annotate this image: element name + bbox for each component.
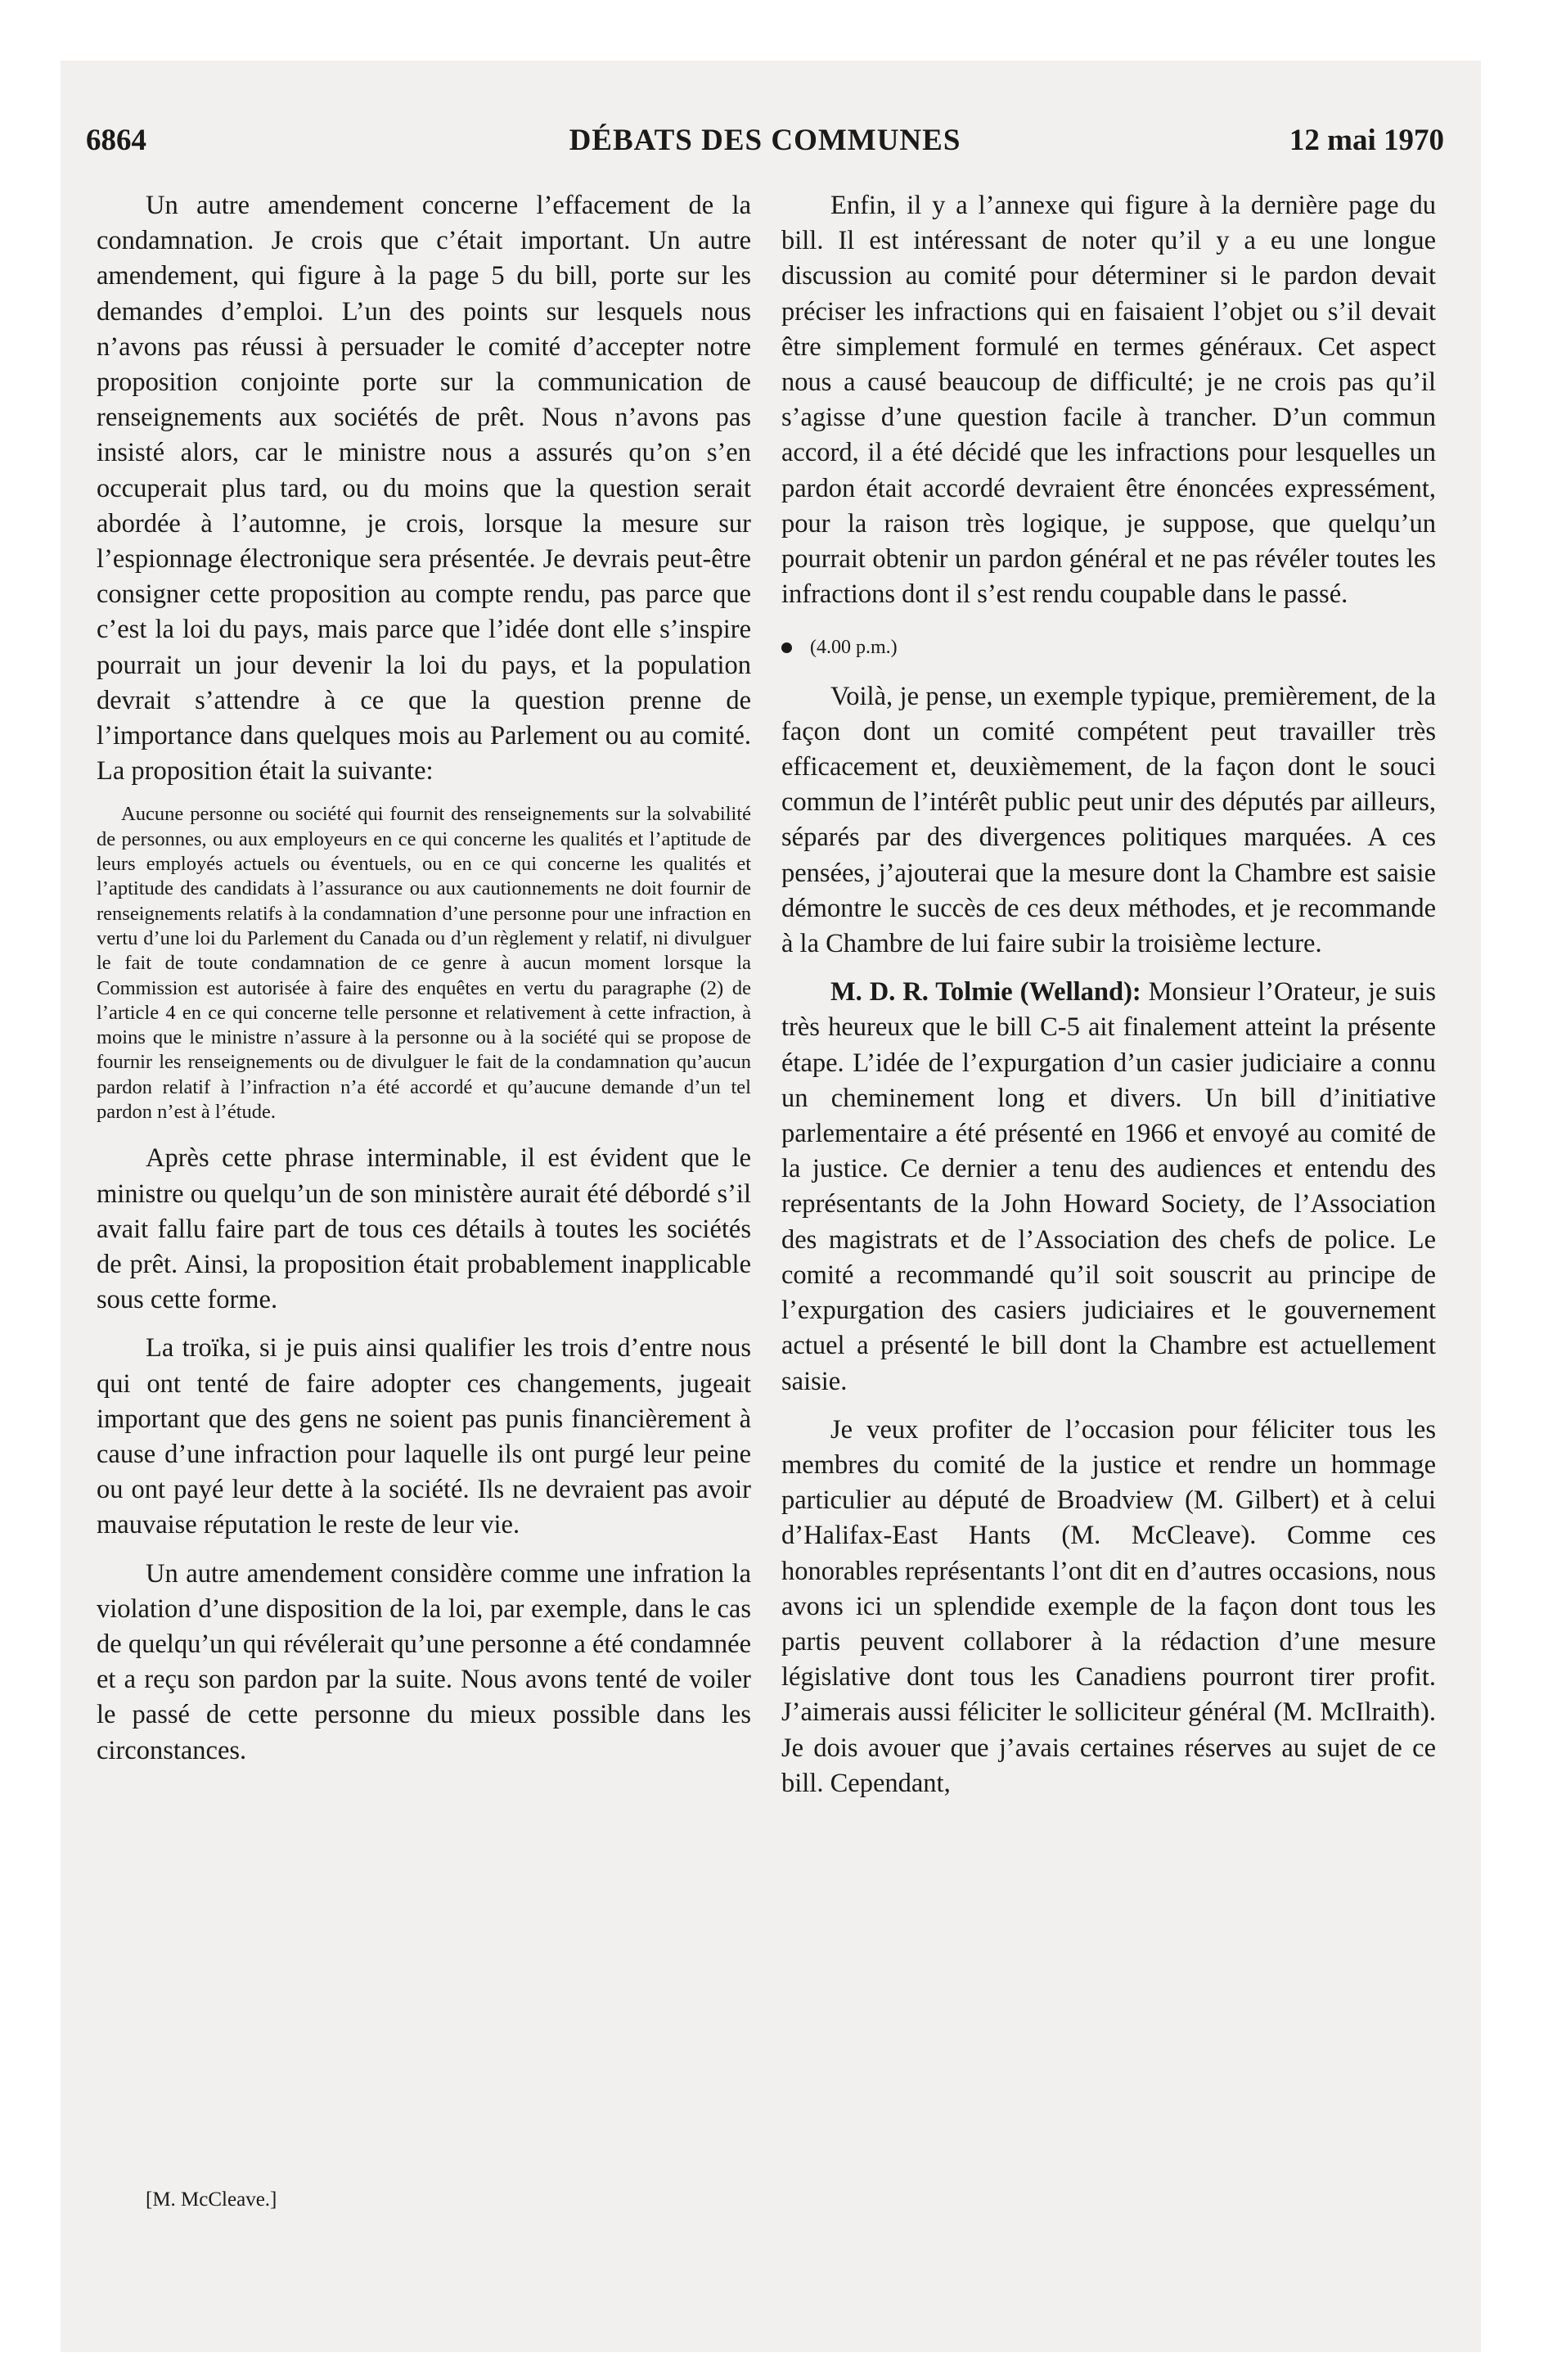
speaker-name: M. D. R. Tolmie (Welland):: [830, 977, 1141, 1007]
bullet-icon: [781, 642, 792, 653]
paragraph: Après cette phrase interminable, il est évident que le ministre ou quelqu’un de son ministère aurait été débordé s’il avait fallu faire part de tous ces détails à toutes les sociétés de prêt. Ainsi, la proposition était probablement inapplicable sous cette forme.: [97, 1143, 751, 1315]
paragraph: Je veux profiter de l’occasion pour féliciter tous les membres du comité de la justice et rendre un hommage particulier au député de Broadview (M. Gilbert) et à celui d’Halifax-East Hants (M. McCleave). Comme ces honorables représentants l’ont dit en d’autres occasions, nous avons ici un splendide exemple de la façon dont tous les partis peuvent collaborer à la rédaction d’une mesure législative dont tous les Canadiens pourront tirer profit. J’aimerais aussi féliciter le solliciteur général (M. McIlraith). Je dois avouer que j’avais certaines réserves au sujet de ce bill. Cependant,: [781, 1414, 1436, 1798]
paragraph: La troïka, si je puis ainsi qualifier les trois d’entre nous qui ont tenté de faire adopter ces changements, jugeait important que des gens ne soient pas punis financièrement à cause d’une infraction pour laquelle ils ont purgé leur peine ou ont payé leur dette à la société. Ils ne devraient pas avoir mauvaise réputation le reste de leur vie.: [97, 1333, 751, 1540]
left-column: [97, 188, 751, 1769]
time-marker-text: (4.00 p.m.): [810, 637, 898, 659]
paragraph: Un autre amendement concerne l’effacement de la condamnation. Je crois que c’était important. Un autre amendement, qui figure à la page 5 du bill, porte sur les demandes d’emploi. L’un des points sur lesquels nous n’avons pas réussi à persuader le comité d’accepter notre proposition conjointe porte sur la communication de renseignements aux sociétés de prêt. Nous n’avons pas insisté alors, car le ministre nous a assurés qu’on s’en occuperait plus tard, ou du moins que la question serait abordée à l’automne, je crois, lorsque la mesure sur l’espionnage électronique sera présentée. Je devrais peut-être consigner cette proposition au compte rendu, pas parce que c’est la loi du pays, mais parce que l’idée dont elle s’inspire pourrait un jour devenir la loi du pays, et la population devrait s’attendre à ce que la question prenne de l’importance dans quelques mois au Parlement ou au comité. La proposition était la suivante:: [97, 191, 751, 787]
paragraph: [781, 975, 1436, 1399]
page-number: 6864: [86, 124, 146, 157]
page-date: 12 mai 1970: [1289, 124, 1444, 157]
page-header: [86, 123, 1444, 164]
paragraph: Enfin, il y a l’annexe qui figure à la dernière page du bill. Il est intéressant de noter qu’il y a eu une longue discussion au comité pour déterminer si le pardon devait préciser les infractions qui en faisaient l’objet ou s’il devait être simplement formulé en termes généraux. Cet aspect nous a causé beaucoup de difficulté; je ne crois pas qu’il s’agisse d’une question facile à trancher. D’un commun accord, il a été décidé que les infractions pour lesquelles un pardon était accordé devraient être énoncées expressément, pour la raison très logique, je suppose, que quelqu’un pourrait obtenir un pardon général et ne pas révéler toutes les infractions dont il s’est rendu coupable dans le passé.: [781, 191, 1436, 610]
time-marker: [781, 630, 1436, 665]
quoted-proposition: Aucune personne ou société qui fournit des renseignements sur la solvabilité de personnes, ou aux employeurs en ce qui concerne les qualités et l’aptitude de leurs employés actuels ou éventuels, ou en ce qui concerne les qualités et l’aptitude des candidats à l’assurance ou aux cautionnements ne doit fournir de renseignements relatifs à la condamnation d’une personne pour une infraction en vertu d’une loi du Parlement du Canada ou d’un règlement y relatif, ni divulguer le fait de toute condamnation de ce genre à aucun moment lorsque la Commission est autorisée à faire des enquêtes en vertu du paragraphe (2) de l’article 4 en ce qui concerne telle personne et relativement à cette infraction, à moins que le ministre n’assure à la personne ou à la société qui se propose de fournir les renseignements ou de divulguer le fait de la condamnation qu’aucun pardon relatif à l’infraction n’a été accordé et qu’aucune demande d’un tel pardon n’est à l’étude.: [97, 803, 751, 1124]
right-column: [781, 188, 1436, 1801]
paragraph: Voilà, je pense, un exemple typique, premièrement, de la façon dont un comité compétent peut travailler très efficacement et, deuxièmement, de la façon dont le souci commun de l’intérêt public peut unir des députés par ailleurs, séparés par des divergences politiques marquées. A ces pensées, j’ajouterai que la mesure dont la Chambre est saisie démontre le succès de ces deux méthodes, et je recommande à la Chambre de lui faire subir la troisième lecture.: [781, 681, 1436, 959]
paragraph: Un autre amendement considère comme une infration la violation d’une disposition de la loi, par exemple, dans le cas de quelqu’un qui révélerait qu’une personne a été condamnée et a reçu son pardon par la suite. Nous avons tenté de voiler le passé de cette personne du mieux possible dans les circonstances.: [97, 1558, 751, 1765]
speaker-signature: [M. McCleave.]: [146, 2188, 277, 2211]
publication-title: DÉBATS DES COMMUNES: [569, 124, 961, 157]
speech-text: Monsieur l’Orateur, je suis très heureux que le bill C-5 ait finalement atteint la présente étape. L’idée de l’expurgation d’un casier judiciaire a connu un cheminement long et divers. Un bill d’initiative parlementaire a été présenté en 1966 et envoyé au comité de la justice. Ce dernier a tenu des audiences et entendu des représentants de la John Howard Society, de l’Association des magistrats et de l’Association des chefs de police. Le comité a recommandé qu’il soit souscrit au principe de l’expurgation des casiers judiciaires et le gouvernement actuel a présenté le bill dont la Chambre est actuellement saisie.: [781, 977, 1436, 1396]
